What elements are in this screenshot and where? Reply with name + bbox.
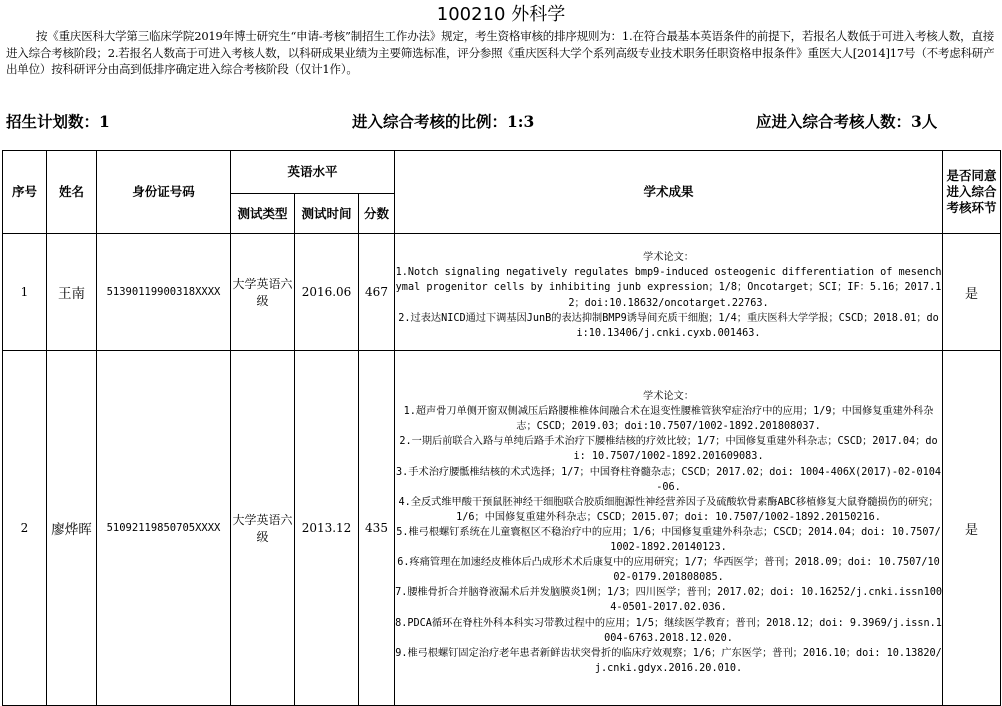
row-id: 51092119850705XXXX (97, 351, 231, 706)
row-id: 51390119900318XXXX (97, 234, 231, 351)
header-name: 姓名 (47, 151, 97, 234)
table-row (3, 234, 1001, 351)
header-achievements: 学术成果 (395, 151, 943, 234)
header-test-type: 测试类型 (231, 194, 295, 234)
header-score: 分数 (359, 194, 395, 234)
row-score: 435 (359, 351, 395, 706)
achievement-line: 6.疼痛管理在加速经皮椎体后凸成形术术后康复中的应用研究；1/7；华西医学；普刊；2018.09；doi: 10.7507/1002-0179.201808085. (397, 557, 940, 584)
achievement-line: 学术论文： (643, 252, 694, 264)
row-name: 王南 (47, 234, 97, 351)
assessment-count: 应进入综合考核人数：3人 (756, 112, 938, 131)
achievement-line: 1.超声骨刀单侧开窗双侧减压后路腰椎椎体间融合术在退变性腰椎管狭窄症治疗中的应用；1/9；中国修复重建外科杂志；CSCD；2019.03；doi:10.7507/1002-1892.201808037. (403, 406, 934, 433)
row-agree: 是 (943, 351, 1001, 706)
row-name: 廖烨晖 (47, 351, 97, 706)
header-agree: 是否同意进入综合考核环节 (943, 151, 1001, 234)
header-id: 身份证号码 (97, 151, 231, 234)
intro-paragraph: 按《重庆医科大学第三临床学院2019年博士研究生“申请-考核”制招生工作办法》规定，考生资格审核的排序规则为：1.在符合最基本英语条件的前提下，若报名人数低于可进入考核人数，直接进入综合考核阶段；2.若报名人数高于可进入考核人数，以科研成果业绩为主要筛选标准，评分参照《重庆医科大学个系列高级专业技术职务任职资格申报条件》重医大人[2014]17号（不考虑科研产出单位）按科研评分由高到低排序确定进入综合考核阶段（仅计1作）。 (6, 29, 995, 76)
achievement-line: 2.一期后前联合入路与单纯后路手术治疗下腰椎结核的疗效比较；1/7；中国修复重建外科杂志；CSCD；2017.04；doi: 10.7507/1002-1892.201609083. (399, 436, 938, 463)
applicant-table (2, 150, 1001, 706)
achievement-line: 9.椎弓根螺钉固定治疗老年患者新鲜齿状突骨折的临床疗效观察；1/6；广东医学；普刊；2016.10；doi: 10.13820/j.cnki.gdyx.2016.20.010. (395, 647, 942, 674)
achievement-line: 3.手术治疗腰骶椎结核的术式选择；1/7；中国脊柱脊髓杂志；CSCD；2017.02；doi: 1004-406X(2017)-02-0104-06. (396, 466, 941, 493)
achievement-line: 1.Notch signaling negatively regulates bmp9-induced osteogenic differentiation of mesenchymal progenitor cells by inhibiting junb expression；1/8；Oncotarget；SCI；IF：5.16；2017.12；doi:10.18632/oncotarget.22763. (395, 267, 942, 309)
row-score: 467 (359, 234, 395, 351)
achievement-line: 8.PDCA循环在脊柱外科本科实习带教过程中的应用；1/5；继续医学教育；普刊；2018.12；doi: 9.3969/j.issn.1004-6763.2018.12.020. (395, 617, 942, 644)
row-test-type: 大学英语六级 (231, 351, 295, 706)
plan-count: 招生计划数：1 (6, 112, 110, 131)
achievement-line: 5.椎弓根螺钉系统在儿童寰枢区不稳治疗中的应用；1/6；中国修复重建外科杂志；CSCD；2014.04；doi: 10.7507/1002-1892.20140123. (396, 526, 941, 554)
row-index: 1 (3, 234, 47, 351)
page-title: 100210 外科学 (436, 4, 566, 25)
achievement-line: 4.全反式维甲酸干预鼠胚神经干细胞联合胶质细胞源性神经营养因子及硫酸软骨素酶ABC移植修复大鼠脊髓损伤的研究；1/6；中国修复重建外科杂志；CSCD；2015.07；doi: 10.7507/1002-1892.20150216. (398, 496, 939, 523)
row-achievements (395, 351, 943, 706)
header-index: 序号 (3, 151, 47, 234)
achievement-line: 7.腰椎骨折合并脑脊液漏术后并发脑膜炎1例；1/3；四川医学；普刊；2017.02；doi: 10.16252/j.cnki.issn1004-0501-2017.02.036. (395, 587, 942, 614)
row-test-type: 大学英语六级 (231, 234, 295, 351)
row-test-time: 2013.12 (295, 351, 359, 706)
header-row-1 (3, 151, 1001, 194)
table-row (3, 351, 1001, 706)
achievement-line: 学术论文： (643, 391, 694, 403)
achievement-line: 2.过表达NICD通过下调基因JunB的表达抑制BMP9诱导间充质干细胞；1/4；重庆医科大学学报；CSCD；2018.01；doi:10.13406/j.cnki.cyxb.001463. (398, 312, 939, 339)
assessment-ratio: 进入综合考核的比例：1:3 (352, 112, 535, 131)
row-test-time: 2016.06 (295, 234, 359, 351)
row-agree: 是 (943, 234, 1001, 351)
row-achievements (395, 234, 943, 351)
row-index: 2 (3, 351, 47, 706)
summary-bar (0, 110, 1002, 136)
header-test-time: 测试时间 (295, 194, 359, 234)
header-english: 英语水平 (231, 151, 395, 194)
